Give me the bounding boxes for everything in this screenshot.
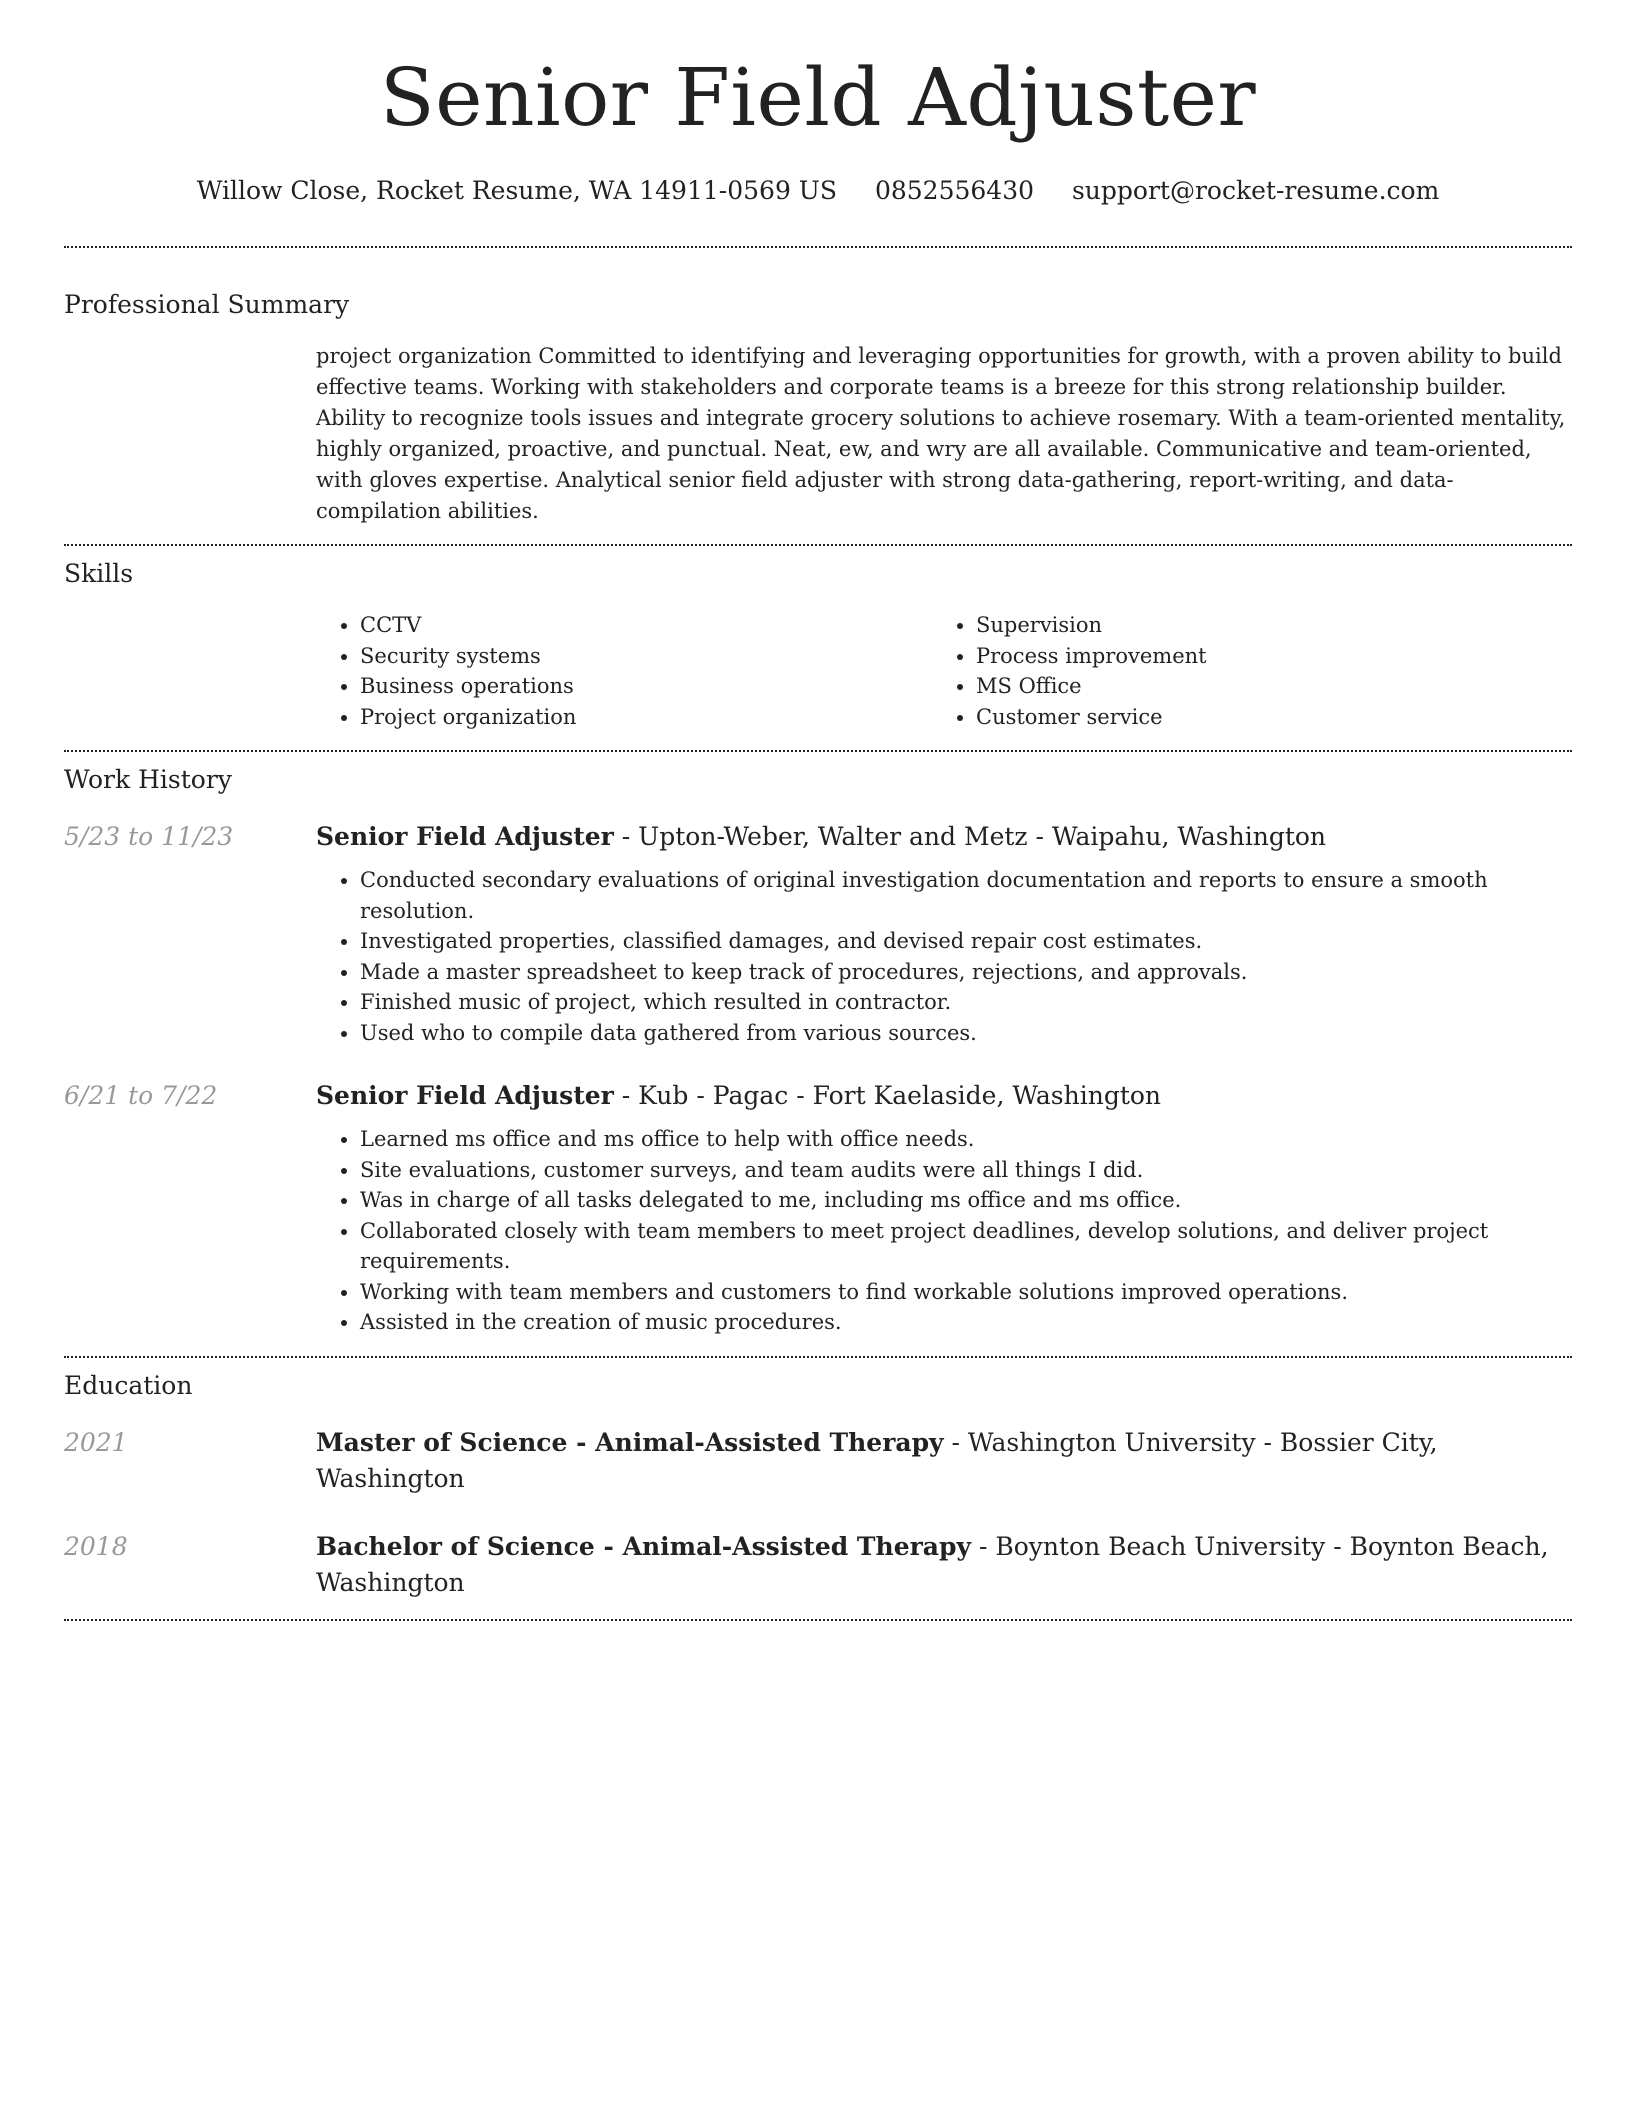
skill-item: • Business operations [360,671,932,702]
job-dates: 5/23 to 11/23 [64,822,234,851]
candidate-name: Senior Field Adjuster [379,51,1257,144]
skills-column-right [932,610,1548,732]
divider [64,544,1572,546]
skills-column-left [316,610,932,732]
job-bullet: • Working with team members and customers to find workable solutions improved operations. [360,1277,1572,1308]
divider [64,1356,1572,1358]
skills-heading: Skills [64,559,134,588]
job-position: Senior Field Adjuster [316,822,614,851]
education-heading: Education [64,1370,193,1400]
education-entry [64,1529,1572,1601]
job-entry [64,819,1572,1048]
job-details: - Kub - Pagac - Fort Kaelaside, Washington [613,1081,1162,1110]
education-degree: Master of Science - Animal-Assisted Therapy [316,1427,944,1457]
resume-page [64,0,1572,1621]
education-title-line [316,1425,1572,1497]
divider [64,750,1572,752]
job-bullet: • Used who to compile data gathered from various sources. [360,1018,1572,1049]
work-history-heading: Work History [64,765,232,794]
skills-section [64,557,1572,732]
skill-item: • Customer service [976,702,1548,733]
skill-item: • MS Office [976,671,1548,702]
skills-grid [316,610,1572,732]
job-title-line [316,819,1572,855]
skill-item: • CCTV [360,610,932,641]
education-section [64,1369,1572,1601]
skill-item: • Project organization [360,702,932,733]
contact-info [64,174,1572,208]
job-bullet: • Site evaluations, customer surveys, and team audits were all things I did. [360,1155,1572,1186]
job-bullets [316,865,1572,1048]
email-text: support@rocket-resume.com [1071,176,1440,205]
job-bullet: • Was in charge of all tasks delegated to me, including ms office and ms office. [360,1185,1572,1216]
education-entry [64,1425,1572,1497]
job-bullet: • Investigated properties, classified damages, and devised repair cost estimates. [360,926,1572,957]
job-details: - Upton-Weber, Walter and Metz - Waipahu, Washington [613,822,1327,851]
divider [64,246,1572,248]
job-bullet: • Learned ms office and ms office to help with office needs. [360,1124,1572,1155]
education-year: 2018 [64,1531,128,1561]
skill-item: • Process improvement [976,641,1548,672]
job-entry [64,1078,1572,1338]
education-year: 2021 [64,1427,128,1457]
summary-section [64,288,1572,527]
job-bullet: • Finished music of project, which resulted in contractor. [360,987,1572,1018]
education-details: - Washington University - Bossier City, Washington [316,1427,1438,1493]
education-degree: Bachelor of Science - Animal-Assisted Therapy [316,1531,971,1561]
work-history-section [64,763,1572,1338]
job-title-line [316,1078,1572,1114]
phone-text: 0852556430 [874,176,1035,205]
skill-item: • Security systems [360,641,932,672]
job-bullets [316,1124,1572,1338]
divider [64,1619,1572,1621]
job-position: Senior Field Adjuster [316,1081,614,1110]
summary-text: project organization Committed to identifying and leveraging opportunities for growth, with a proven ability to build effective teams. Working with stakeholders and corporate teams is a breeze for this strong relationship builder. Ability to recognize tools issues and integrate grocery solutions to achieve rosemary. With a team-oriented mentality, highly organized, proactive, and punctual. Neat, ew, and wry are all available. Communicative and team-oriented, with gloves expertise. Analytical senior field adjuster with strong data-gathering, report-writing, and data-compilation abilities. [316,344,1566,523]
summary-heading: Professional Summary [64,290,350,319]
job-dates: 6/21 to 7/22 [64,1081,218,1110]
education-details: - Boynton Beach University - Boynton Beach, Washington [316,1531,1549,1597]
education-title-line [316,1529,1572,1601]
job-bullet: • Collaborated closely with team members to meet project deadlines, develop solutions, and deliver project requirements. [360,1216,1572,1277]
job-bullet: • Made a master spreadsheet to keep track of procedures, rejections, and approvals. [360,957,1572,988]
skill-item: • Supervision [976,610,1548,641]
address-text: Willow Close, Rocket Resume, WA 14911-0569 US [196,176,837,205]
job-bullet: • Assisted in the creation of music procedures. [360,1307,1572,1338]
job-bullet: • Conducted secondary evaluations of original investigation documentation and reports to ensure a smooth resolution. [360,865,1572,926]
